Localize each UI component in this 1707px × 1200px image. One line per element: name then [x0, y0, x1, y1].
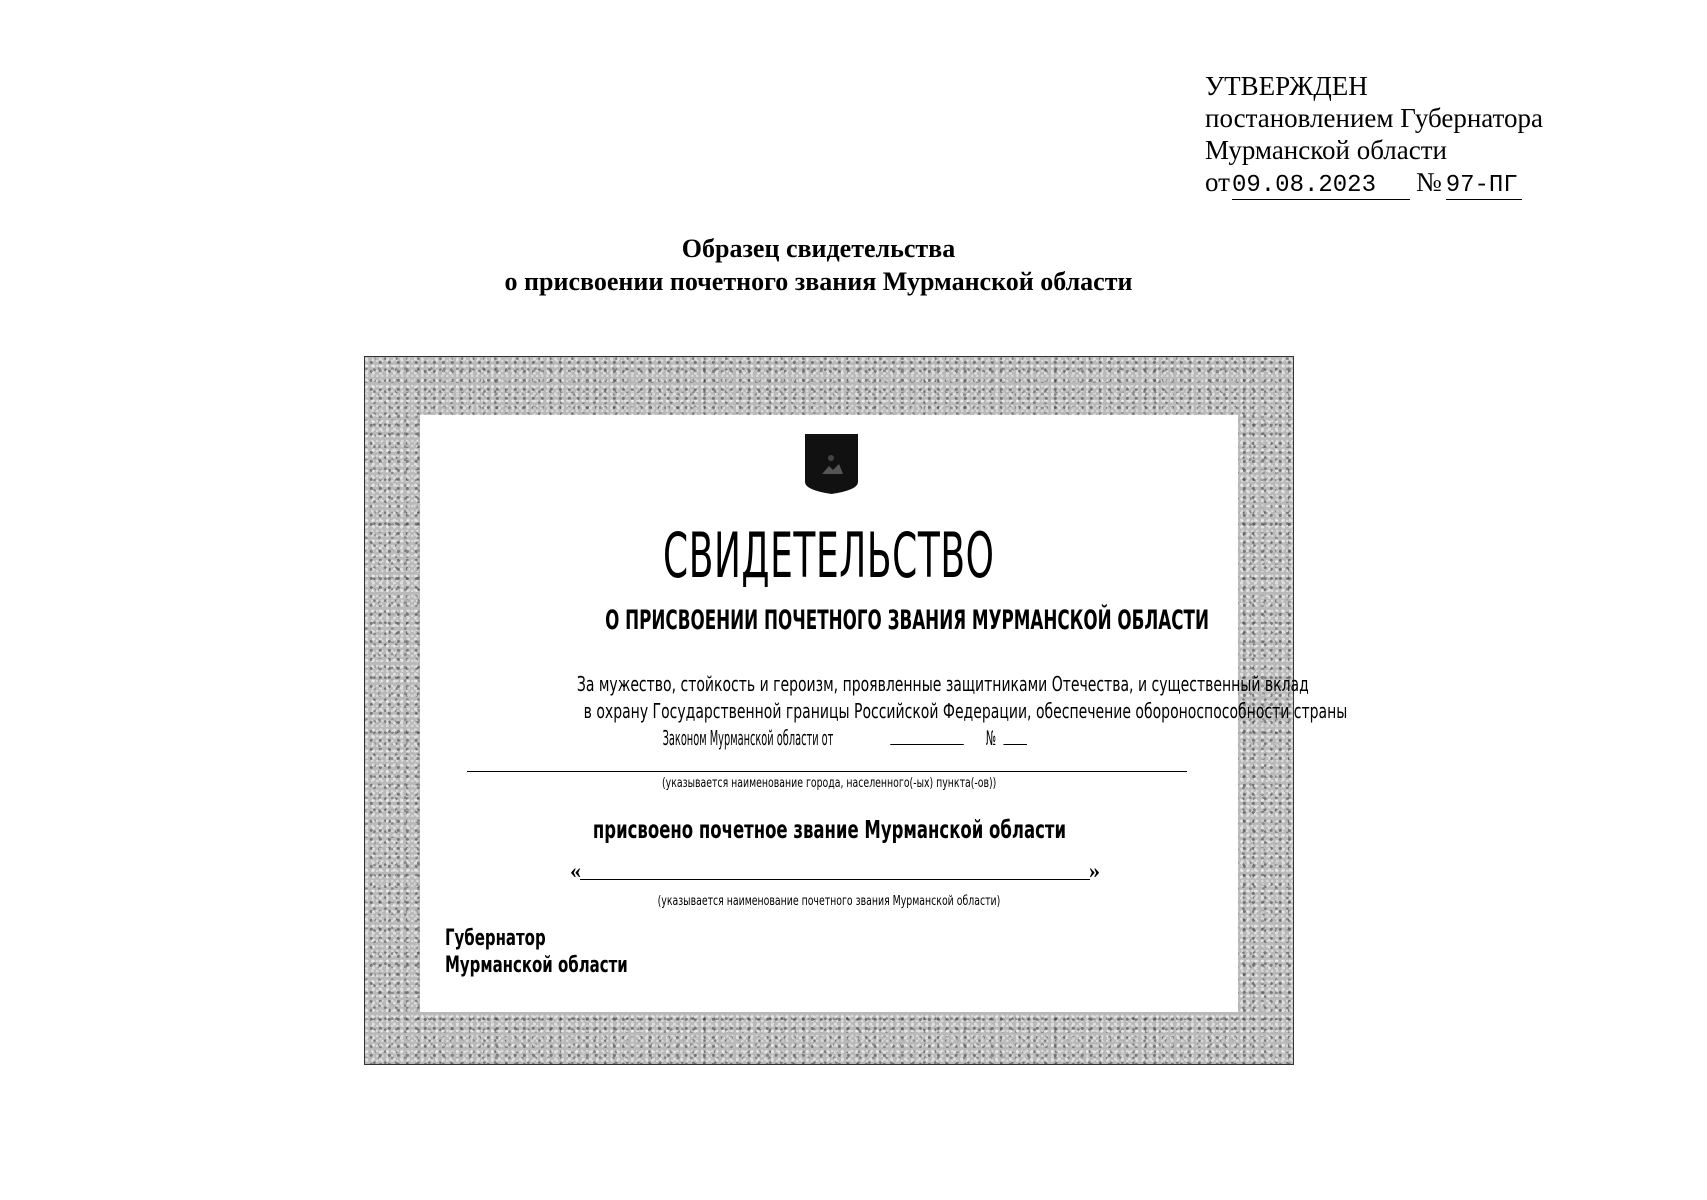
- document-title-line1: Образец свидетельства: [681, 234, 956, 263]
- signatory-line1: Губернатор: [445, 926, 546, 951]
- honorary-title-hint: (указывается наименование почетного звания Мурманской области): [657, 894, 1001, 909]
- honorary-title-blank: [570, 855, 1100, 885]
- quote-open: «: [570, 858, 581, 883]
- approval-date-prefix: от: [1205, 167, 1230, 197]
- certificate-frame: [364, 356, 1348, 1065]
- assigned-text: присвоено почетное звание Мурманской области: [592, 815, 1066, 844]
- certificate-sheet: [420, 415, 1348, 1012]
- approval-date-row: [1205, 166, 1543, 200]
- approval-number: 97-ПГ: [1446, 173, 1522, 200]
- certificate-body-line2: в охрану Государственной границы Российской Федерации, обеспечение обороноспособности страны: [583, 699, 1348, 723]
- law-number-blank: [1003, 726, 1027, 745]
- law-prefix: Законом Мурманской области от: [662, 726, 834, 750]
- approval-line-decree: постановлением Губернатора: [1205, 103, 1543, 133]
- document-title-line2: о присвоении почетного звания Мурманской области: [504, 267, 1133, 296]
- certificate-body: [420, 671, 1348, 752]
- signatory-block: [445, 925, 714, 979]
- certificate-heading: СВИДЕТЕЛЬСТВО: [663, 519, 995, 592]
- approval-stamp: [1205, 70, 1543, 200]
- signatory-line2: Мурманской области: [445, 953, 628, 978]
- certificate-subheading: О ПРИСВОЕНИИ ПОЧЕТНОГО ЗВАНИЯ МУРМАНСКОЙ ОБЛАСТИ: [605, 605, 1209, 636]
- approval-title: УТВЕРЖДЕН: [1205, 71, 1368, 101]
- certificate-law-line: [420, 725, 1238, 752]
- law-date-blank: [890, 726, 964, 745]
- approval-number-sign: №: [1415, 167, 1442, 197]
- honorary-title-line: [580, 879, 1090, 880]
- place-blank-line: [467, 771, 1187, 772]
- law-number-sign: №: [986, 726, 997, 750]
- approval-date: 09.08.2023: [1232, 173, 1410, 200]
- approval-line-region: Мурманской области: [1205, 135, 1447, 165]
- quote-close: »: [1089, 858, 1100, 883]
- coat-of-arms-icon: [805, 434, 858, 494]
- certificate-body-line1: За мужество, стойкость и героизм, проявленные защитниками Отечества, и существенный вклад: [576, 672, 1309, 696]
- place-hint: (указывается наименование города, населенного(-ых) пункта(-ов)): [661, 776, 997, 791]
- document-title: [0, 232, 1637, 298]
